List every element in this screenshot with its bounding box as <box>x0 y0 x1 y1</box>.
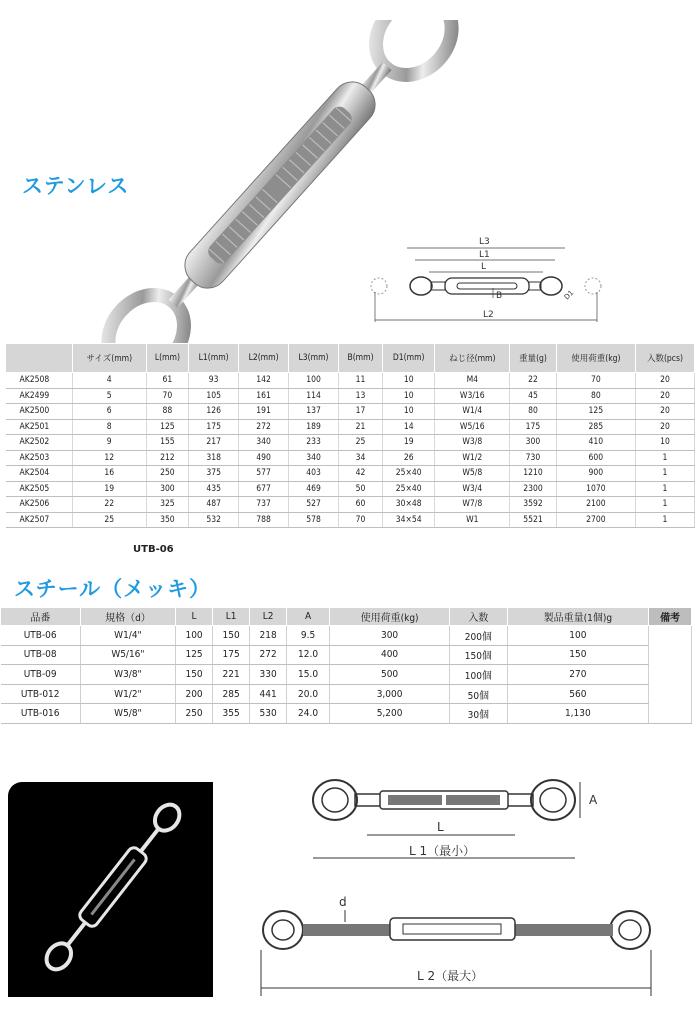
table-cell: 21 <box>338 419 382 435</box>
column-header: 備考 <box>649 608 692 626</box>
table-cell: 10 <box>635 435 694 451</box>
table-cell: 3592 <box>510 497 557 513</box>
table-cell: 125 <box>176 645 213 665</box>
table-cell: 45 <box>510 388 557 404</box>
table-cell: 155 <box>146 435 189 451</box>
column-header: 使用荷重(kg) <box>556 344 635 373</box>
table-cell: 10 <box>383 388 435 404</box>
table-cell: 9 <box>72 435 146 451</box>
steel-spec-table <box>0 607 692 724</box>
table-cell: 1,130 <box>507 704 649 724</box>
table-cell: 285 <box>556 419 635 435</box>
table-cell: 5,200 <box>330 704 450 724</box>
table-cell: 330 <box>250 665 287 685</box>
table-cell: UTB-09 <box>1 665 81 685</box>
table-cell: 20 <box>635 373 694 389</box>
table-cell: 70 <box>556 373 635 389</box>
table-cell: 126 <box>189 404 239 420</box>
table-cell: AK2503 <box>6 450 73 466</box>
table-cell: 70 <box>338 512 382 528</box>
photo-caption: UTB-06 <box>133 544 174 555</box>
table-cell: AK2504 <box>6 466 73 482</box>
table-cell: M4 <box>435 373 510 389</box>
table-cell: 100個 <box>450 665 507 685</box>
table-cell: 61 <box>146 373 189 389</box>
table-cell: 300 <box>146 481 189 497</box>
table-cell: 375 <box>189 466 239 482</box>
column-header: L(mm) <box>146 344 189 373</box>
column-header: L <box>176 608 213 626</box>
table-cell: AK2505 <box>6 481 73 497</box>
table-cell: W1/4" <box>80 626 175 646</box>
diagram-l-label: L <box>481 262 487 272</box>
table-row <box>6 388 695 404</box>
table-cell: 250 <box>176 704 213 724</box>
table-row <box>6 481 695 497</box>
table-cell: 490 <box>239 450 289 466</box>
table-cell: 600 <box>556 450 635 466</box>
stainless-title: ステンレス <box>22 174 130 198</box>
table-cell: 1 <box>635 481 694 497</box>
table-cell: 60 <box>338 497 382 513</box>
table-cell: 17 <box>338 404 382 420</box>
table-cell: 1070 <box>556 481 635 497</box>
table-cell: 100 <box>289 373 339 389</box>
table-cell: 469 <box>289 481 339 497</box>
column-header <box>6 344 73 373</box>
table-cell: 212 <box>146 450 189 466</box>
table-cell: W5/16 <box>435 419 510 435</box>
table-cell: 114 <box>289 388 339 404</box>
note-cell <box>649 626 692 724</box>
table-cell: W3/8" <box>80 665 175 685</box>
table-cell: 150個 <box>450 645 507 665</box>
table-cell: 34×54 <box>383 512 435 528</box>
table-row <box>6 373 695 389</box>
table-cell: 150 <box>176 665 213 685</box>
table-cell: 175 <box>213 645 250 665</box>
table-cell: W1/2" <box>80 684 175 704</box>
table-cell: 137 <box>289 404 339 420</box>
table-cell: 340 <box>289 450 339 466</box>
table-cell: 88 <box>146 404 189 420</box>
table-row <box>6 404 695 420</box>
table-cell: 5521 <box>510 512 557 528</box>
table-cell: 175 <box>189 419 239 435</box>
table-cell: 270 <box>507 665 649 685</box>
table-cell: 15.0 <box>287 665 330 685</box>
table-row <box>1 645 692 665</box>
table-cell: W3/16 <box>435 388 510 404</box>
table-row <box>1 684 692 704</box>
steel-turnbuckle-photo <box>8 782 213 997</box>
table-cell: 93 <box>189 373 239 389</box>
table-cell: 218 <box>250 626 287 646</box>
table-cell: 8 <box>72 419 146 435</box>
column-header: L2 <box>250 608 287 626</box>
table-cell: 25 <box>338 435 382 451</box>
column-header: ねじ径(mm) <box>435 344 510 373</box>
table-cell: 161 <box>239 388 289 404</box>
table-cell: 125 <box>556 404 635 420</box>
table-cell: 19 <box>383 435 435 451</box>
column-header: A <box>287 608 330 626</box>
table-cell: 50 <box>338 481 382 497</box>
table-cell: 25×40 <box>383 481 435 497</box>
table-cell: 34 <box>338 450 382 466</box>
column-header: 重量(g) <box>510 344 557 373</box>
table-cell: AK2506 <box>6 497 73 513</box>
diagram-b-label: B <box>496 291 503 301</box>
table-cell: 80 <box>510 404 557 420</box>
table-cell: 11 <box>338 373 382 389</box>
table-cell: 22 <box>510 373 557 389</box>
table-cell: AK2507 <box>6 512 73 528</box>
table-cell: 577 <box>239 466 289 482</box>
table-cell: 24.0 <box>287 704 330 724</box>
table-cell: 20 <box>635 388 694 404</box>
diagram-l1-label: L1 <box>479 250 490 260</box>
table-row <box>6 497 695 513</box>
table-header-row <box>1 608 692 626</box>
table-cell: 2700 <box>556 512 635 528</box>
table-cell: AK2502 <box>6 435 73 451</box>
table-cell: 25×40 <box>383 466 435 482</box>
table-cell: 20.0 <box>287 684 330 704</box>
column-header: 入数 <box>450 608 507 626</box>
table-cell: W5/8 <box>435 466 510 482</box>
table-cell: 350 <box>146 512 189 528</box>
column-header: L1 <box>213 608 250 626</box>
table-cell: 578 <box>289 512 339 528</box>
table-cell: 100 <box>176 626 213 646</box>
table-cell: W1/4 <box>435 404 510 420</box>
table-cell: 13 <box>338 388 382 404</box>
column-header: 製品重量(1個)g <box>507 608 649 626</box>
table-cell: 737 <box>239 497 289 513</box>
table-cell: 410 <box>556 435 635 451</box>
table-cell: 16 <box>72 466 146 482</box>
table-cell: 70 <box>146 388 189 404</box>
table-cell: 12.0 <box>287 645 330 665</box>
table-cell: 527 <box>289 497 339 513</box>
table-cell: AK2500 <box>6 404 73 420</box>
table-row <box>1 704 692 724</box>
column-header: L1(mm) <box>189 344 239 373</box>
column-header: D1(mm) <box>383 344 435 373</box>
table-cell: 1 <box>635 497 694 513</box>
table-cell: 1210 <box>510 466 557 482</box>
diagram-l2-label: L2 <box>483 310 494 320</box>
diagram-l3-label: L3 <box>479 237 490 247</box>
table-cell: 100 <box>507 626 649 646</box>
table-cell: W5/16" <box>80 645 175 665</box>
stainless-spec-table <box>5 343 695 528</box>
table-cell: 150 <box>213 626 250 646</box>
table-cell: 272 <box>239 419 289 435</box>
table-cell: 22 <box>72 497 146 513</box>
table-cell: 730 <box>510 450 557 466</box>
diagram-a-label: A <box>589 793 598 807</box>
table-cell: 1 <box>635 466 694 482</box>
table-cell: AK2508 <box>6 373 73 389</box>
table-cell: 10 <box>383 373 435 389</box>
table-cell: 175 <box>510 419 557 435</box>
table-cell: 788 <box>239 512 289 528</box>
table-cell: 6 <box>72 404 146 420</box>
table-cell: 355 <box>213 704 250 724</box>
column-header: 規格（d） <box>80 608 175 626</box>
table-cell: 20 <box>635 419 694 435</box>
table-cell: W7/8 <box>435 497 510 513</box>
steel-dimension-diagram <box>255 770 685 1005</box>
table-cell: 233 <box>289 435 339 451</box>
table-cell: W1/2 <box>435 450 510 466</box>
table-cell: 677 <box>239 481 289 497</box>
column-header: B(mm) <box>338 344 382 373</box>
table-cell: 142 <box>239 373 289 389</box>
table-cell: 1 <box>635 450 694 466</box>
table-cell: 325 <box>146 497 189 513</box>
table-cell: 10 <box>383 404 435 420</box>
table-cell: 300 <box>510 435 557 451</box>
column-header: 入数(pcs) <box>635 344 694 373</box>
column-header: 品番 <box>1 608 81 626</box>
table-cell: 200個 <box>450 626 507 646</box>
column-header: L3(mm) <box>289 344 339 373</box>
table-cell: 3,000 <box>330 684 450 704</box>
table-cell: W3/8 <box>435 435 510 451</box>
table-cell: UTB-06 <box>1 626 81 646</box>
table-cell: 217 <box>189 435 239 451</box>
table-cell: 500 <box>330 665 450 685</box>
diagram-l2-label: L 2（最大） <box>417 969 484 983</box>
table-cell: 272 <box>250 645 287 665</box>
diagram-d1-label: D1 <box>562 288 576 302</box>
table-cell: 318 <box>189 450 239 466</box>
table-cell: 400 <box>330 645 450 665</box>
table-cell: 150 <box>507 645 649 665</box>
table-row <box>6 450 695 466</box>
table-cell: 105 <box>189 388 239 404</box>
table-cell: 189 <box>289 419 339 435</box>
table-cell: 30個 <box>450 704 507 724</box>
diagram-l-label: L <box>437 820 444 834</box>
table-cell: UTB-08 <box>1 645 81 665</box>
table-row <box>1 665 692 685</box>
column-header: サイズ(mm) <box>72 344 146 373</box>
table-row <box>6 419 695 435</box>
table-cell: 530 <box>250 704 287 724</box>
table-cell: 340 <box>239 435 289 451</box>
table-cell: AK2499 <box>6 388 73 404</box>
table-cell: 560 <box>507 684 649 704</box>
diagram-d-label: d <box>339 895 347 909</box>
table-cell: W5/8" <box>80 704 175 724</box>
table-cell: 250 <box>146 466 189 482</box>
table-cell: 50個 <box>450 684 507 704</box>
table-cell: 5 <box>72 388 146 404</box>
table-header-row <box>6 344 695 373</box>
table-cell: 191 <box>239 404 289 420</box>
table-cell: 80 <box>556 388 635 404</box>
table-cell: 26 <box>383 450 435 466</box>
table-cell: 14 <box>383 419 435 435</box>
table-cell: 1 <box>635 512 694 528</box>
table-cell: W3/4 <box>435 481 510 497</box>
table-row <box>1 626 692 646</box>
table-cell: UTB-016 <box>1 704 81 724</box>
table-cell: 435 <box>189 481 239 497</box>
table-cell: 403 <box>289 466 339 482</box>
table-cell: 900 <box>556 466 635 482</box>
table-row <box>6 435 695 451</box>
table-cell: 200 <box>176 684 213 704</box>
table-cell: 20 <box>635 404 694 420</box>
table-row <box>6 466 695 482</box>
table-cell: 125 <box>146 419 189 435</box>
table-cell: 221 <box>213 665 250 685</box>
table-cell: 19 <box>72 481 146 497</box>
table-row <box>6 512 695 528</box>
table-cell: 487 <box>189 497 239 513</box>
table-cell: 4 <box>72 373 146 389</box>
table-cell: 25 <box>72 512 146 528</box>
table-cell: 285 <box>213 684 250 704</box>
column-header: L2(mm) <box>239 344 289 373</box>
table-cell: 300 <box>330 626 450 646</box>
table-cell: 30×48 <box>383 497 435 513</box>
stainless-dimension-diagram <box>365 232 615 327</box>
table-cell: 12 <box>72 450 146 466</box>
table-cell: W1 <box>435 512 510 528</box>
diagram-l1-label: L 1（最小） <box>409 844 476 858</box>
table-cell: 42 <box>338 466 382 482</box>
table-cell: 532 <box>189 512 239 528</box>
steel-title: スチール（メッキ） <box>14 577 212 601</box>
column-header: 使用荷重(kg) <box>330 608 450 626</box>
table-cell: UTB-012 <box>1 684 81 704</box>
table-cell: 441 <box>250 684 287 704</box>
table-cell: 2300 <box>510 481 557 497</box>
table-cell: 2100 <box>556 497 635 513</box>
table-cell: AK2501 <box>6 419 73 435</box>
table-cell: 9.5 <box>287 626 330 646</box>
